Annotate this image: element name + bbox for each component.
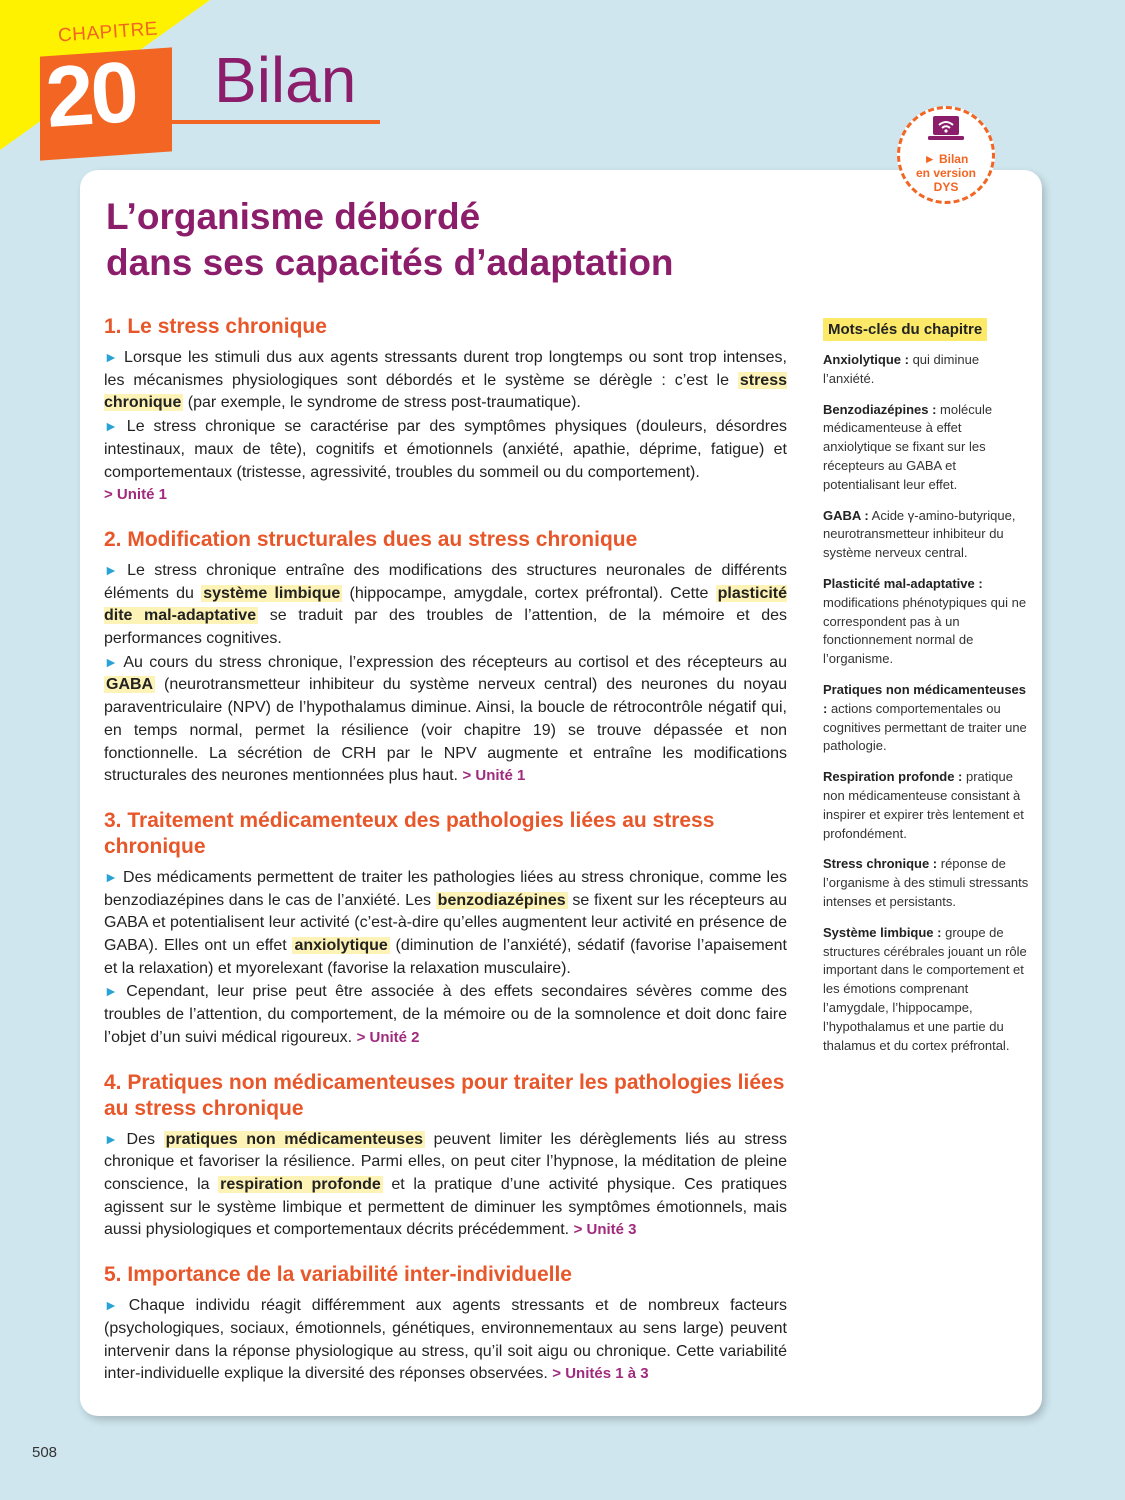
keyword-definition: Benzodiazépines : molécule médicamenteuse à effet anxiolytique se fixant sur les récepteurs au GABA et potentialisant leur effet.: [823, 401, 993, 492]
page-number: 508: [32, 1444, 58, 1461]
main-content: [104, 314, 787, 1406]
keyword-highlight: système limbique: [203, 584, 341, 602]
keywords-title: Mots-clés du chapitre: [823, 318, 987, 341]
paragraph: ► Le stress chronique entraîne des modifications des structures neuronales de différents éléments du système limbique (hippocampe, amygdale, cortex préfrontal). Cette plasticité dite mal-adaptative se traduit par des troubles de l’attention, de la mémoire et des performances cognitives.: [104, 561, 788, 648]
keyword-highlight: anxiolytique: [294, 937, 388, 955]
keyword-highlight: plasticité dite mal-adaptative: [104, 584, 788, 625]
paragraph: ► Au cours du stress chronique, l’expression des récepteurs au cortisol et des récepteurs au GABA (neurotransmetteur inhibiteur du système nerveux central) des neurones du noyau paraventriculaire (NPV) de l’hypothalamus diminue. Ainsi, la boucle de rétrocontrôle négatif qui, en temps normal, permet la résilience (voir chapitre 19) se trouve dépassée et non fonctionnelle. La sécrétion de CRH par le NPV augmente et entraîne les modifications structurales des neurones mentionnées plus haut. > Unité 1: [104, 653, 787, 785]
paragraph: ► Des pratiques non médicamenteuses peuvent limiter les dérèglements liés au stress chronique et favoriser la résilience. Parmi elles, on peut citer l’hypnose, la méditation de pleine conscience, la respiration profonde et la pratique d’une activité physique. Ces pratiques agissent sur le système limbique et permettent de diminuer les symptômes émotionnels, mais aussi physiologiques et comportementaux décrits précédemment. > Unité 3: [104, 1130, 788, 1239]
bullet-arrow-icon: ►: [104, 1130, 118, 1147]
section-traitement-medicamenteux: [104, 808, 787, 1050]
page-title: L’organisme débordé dans ses capacités d’adaptation: [106, 196, 674, 283]
bilan-title: Bilan: [214, 44, 357, 116]
section-variabilite: [104, 1262, 787, 1386]
section-heading: 2. Modification structurales dues au stress chronique: [104, 527, 638, 551]
keyword-definition: GABA : Acide γ-amino-butyrique, neurotransmetteur inhibiteur du système nerveux central.: [823, 507, 1016, 561]
section-heading: 4. Pratiques non médicamenteuses pour traiter les pathologies liées au stress chronique: [104, 1070, 785, 1120]
unit-reference-link[interactable]: > Unité 2: [356, 1028, 420, 1046]
keyword-highlight: GABA: [106, 676, 154, 694]
paragraph: ► Lorsque les stimuli dus aux agents stressants durent trop longtemps ou sont trop intenses, les mécanismes physiologiques sont débordés et le système se dérègle : c’est le stress chronique (par exemple, le syndrome de stress post-traumatique).: [104, 349, 787, 412]
keyword-highlight: benzodiazépines: [437, 891, 566, 909]
bullet-arrow-icon: ►: [104, 1297, 118, 1314]
keyword-definition: Système limbique : groupe de structures cérébrales jouant un rôle important dans le comportement et les émotions comprenant l’amygdale, l’hippocampe, l’hypothalamus et une partie du thalamus et du cortex préfrontal.: [823, 924, 1027, 1053]
laptop-wifi-icon: [926, 113, 966, 147]
bullet-arrow-icon: ►: [104, 868, 118, 885]
title-underline: [172, 120, 380, 124]
section-heading: 1. Le stress chronique: [104, 315, 327, 338]
bullet-arrow-icon: ►: [104, 349, 118, 365]
keyword-definition: Stress chronique : réponse de l’organisme à des stimuli stressants intenses et persistants.: [823, 856, 1029, 909]
section-heading: 3. Traitement médicamenteux des pathologies liées au stress chronique: [104, 808, 715, 858]
keyword-definition: Respiration profonde : pratique non médicamenteuse consistant à inspirer et expirer très lentement et profondément.: [823, 769, 1024, 841]
unit-reference-link[interactable]: > Unités 1 à 3: [552, 1365, 649, 1383]
dys-label: ► Bilan en version DYS: [915, 152, 977, 194]
keyword-definition: Pratiques non médicamenteuses : actions comportementales ou cognitives permettant de traiter une pathologie.: [823, 681, 1027, 754]
unit-reference-link[interactable]: > Unité 3: [573, 1221, 637, 1239]
bullet-arrow-icon: ►: [104, 561, 118, 578]
section-modifications-structurales: [104, 527, 787, 788]
chapter-number: 20: [42, 43, 139, 147]
keyword-definition: Anxiolytique : qui diminue l’anxiété.: [823, 352, 980, 386]
unit-reference-link[interactable]: > Unité 1: [462, 767, 526, 785]
paragraph: ► Chaque individu réagit différemment aux agents stressants et de nombreux facteurs (psychologiques, sociaux, émotionnels, génétiques, environnementaux au sens large) peuvent intervenir dans la réponse physiologique au stress, qu’il soit aigu ou chronique. Cette variabilité inter-individuelle explique la diversité des réponses observées. > Unités 1 à 3: [104, 1297, 787, 1383]
keyword-highlight: respiration profonde: [220, 1175, 381, 1193]
section-pratiques-non-medicamenteuses: [104, 1070, 787, 1243]
keyword-definition: Plasticité mal-adaptative : modifications phénotypiques qui ne correspondent pas à un fonctionnement normal de l’organisme.: [823, 575, 1027, 667]
unit-reference-link[interactable]: > Unité 1: [104, 486, 167, 504]
section-heading: 5. Importance de la variabilité inter-individuelle: [104, 1263, 572, 1287]
keyword-highlight: pratiques non médicamenteuses: [165, 1130, 423, 1148]
bullet-arrow-icon: ►: [104, 983, 118, 1000]
keyword-highlight: stress chronique: [104, 371, 787, 412]
paragraph: ► Cependant, leur prise peut être associée à des effets secondaires sévères comme des troubles de l’attention, du comportement, de la mémoire ou de la somnolence et doit donc faire l’objet d’un suivi médical rigoureux. > Unité 2: [104, 983, 787, 1046]
dys-version-link[interactable]: [897, 106, 995, 204]
bullet-arrow-icon: ►: [104, 418, 118, 435]
paragraph: ► Le stress chronique se caractérise par des symptômes physiques (douleurs, désordres intestinaux, maux de tête), cognitifs et émotionnels (anxiété, apathie, déprime, fatigue) et comportementaux (tristesse, agressivité, troubles du sommeil ou du comportement). > Unité 1: [104, 418, 788, 504]
keywords-sidebar: [823, 318, 1031, 1067]
section-stress-chronique: [104, 314, 787, 507]
paragraph: ► Des médicaments permettent de traiter les pathologies liées au stress chronique, comme les benzodiazépines dans le cas de l’anxiété. Les benzodiazépines se fixent sur les récepteurs au GABA et potentialisent leur activité (c’est-à-dire qu’elles augmentent leur activité en présence de GABA). Elles ont un effet anxiolytique (diminution de l’anxiété), sédatif (favorise l’apaisement et la relaxation) et myorelexant (favorise la relaxation musculaire).: [104, 868, 788, 977]
bullet-arrow-icon: ►: [104, 653, 118, 670]
chapter-label: CHAPITRE: [57, 18, 159, 47]
